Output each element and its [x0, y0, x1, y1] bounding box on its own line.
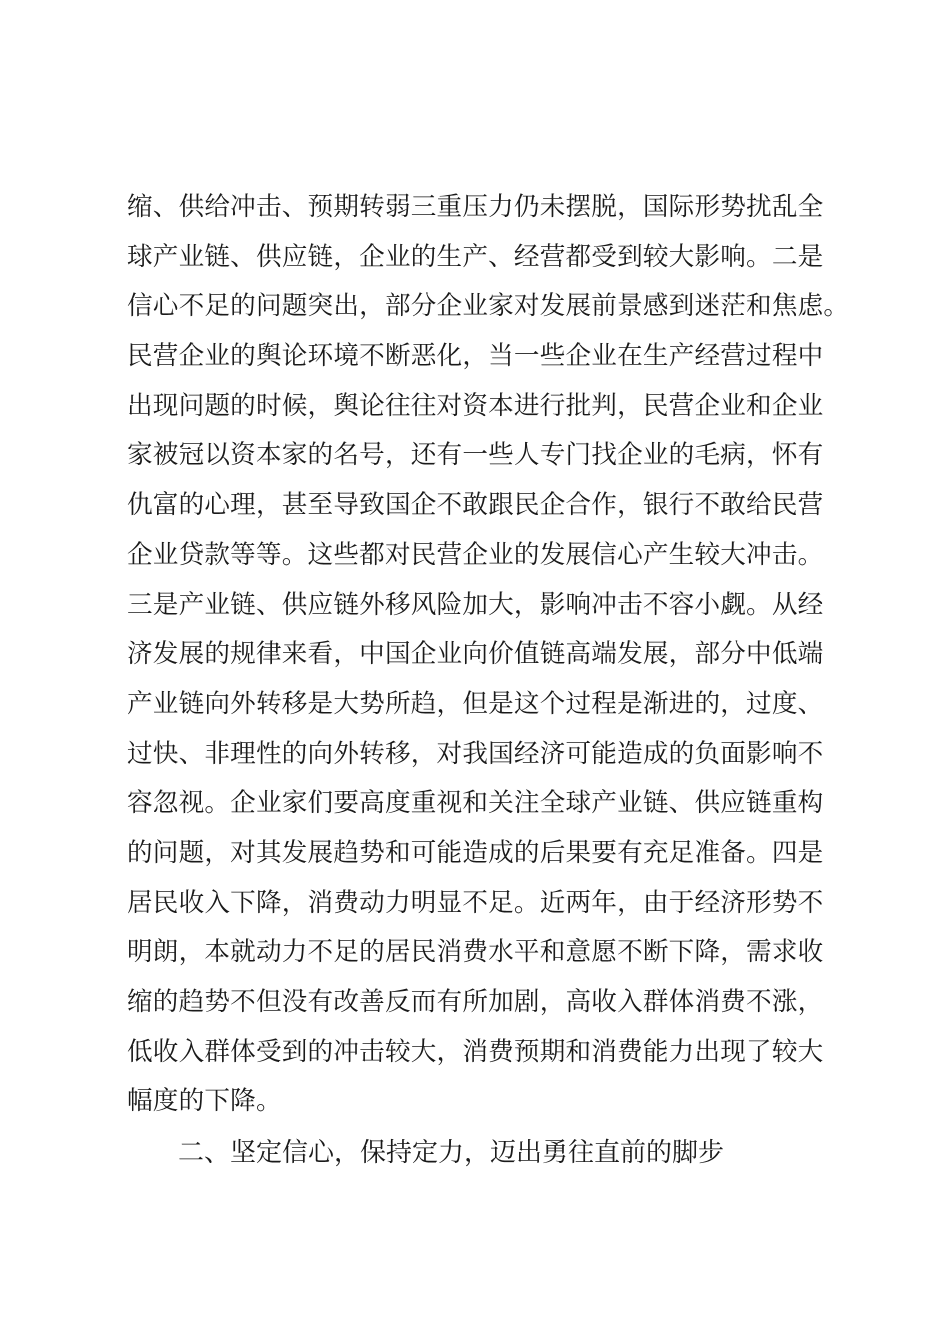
text-line: 居民收入下降，消费动力明显不足。近两年，由于经济形势不: [127, 887, 824, 918]
section-heading: 二、坚定信心，保持定力，迈出勇往直前的脚步: [178, 1138, 725, 1168]
text-line: 出现问题的时候，舆论往往对资本进行批判，民营企业和企业: [127, 390, 824, 421]
text-line: 民营企业的舆论环境不断恶化，当一些企业在生产经营过程中: [127, 341, 824, 372]
body-paragraph: [127, 183, 850, 1127]
text-line: 仇富的心理，甚至导致国企不敢跟民企合作，银行不敢给民营: [127, 490, 824, 521]
text-line: 缩、供给冲击、预期转弱三重压力仍未摆脱，国际形势扰乱全: [127, 192, 824, 222]
text-line: 幅度的下降。: [127, 1086, 282, 1117]
text-line: 三是产业链、供应链外移风险加大，影响冲击不容小觑。从经: [127, 589, 824, 620]
text-line: 缩的趋势不但没有改善反而有所加剧，高收入群体消费不涨，: [127, 987, 824, 1017]
text-line: 过快、非理性的向外转移，对我国经济可能造成的负面影响不: [127, 738, 824, 769]
text-line: 产业链向外转移是大势所趋，但是这个过程是渐进的，过度、: [127, 688, 824, 719]
text-line: 低收入群体受到的冲击较大，消费预期和消费能力出现了较大: [127, 1036, 824, 1067]
text-line: 济发展的规律来看，中国企业向价值链高端发展，部分中低端: [127, 639, 824, 670]
text-line: 企业贷款等等。这些都对民营企业的发展信心产生较大冲击。: [127, 539, 824, 570]
text-line: 球产业链、供应链，企业的生产、经营都受到较大影响。二是: [127, 241, 824, 272]
text-line: 明朗，本就动力不足的居民消费水平和意愿不断下降，需求收: [127, 937, 824, 968]
text-line: 的问题，对其发展趋势和可能造成的后果要有充足准备。四是: [127, 837, 824, 868]
text-line: 信心不足的问题突出，部分企业家对发展前景感到迷茫和焦虑。: [127, 291, 850, 322]
text-line: 家被冠以资本家的名号，还有一些人专门找企业的毛病，怀有: [127, 440, 824, 471]
text-line: 容忽视。企业家们要高度重视和关注全球产业链、供应链重构: [127, 788, 824, 819]
